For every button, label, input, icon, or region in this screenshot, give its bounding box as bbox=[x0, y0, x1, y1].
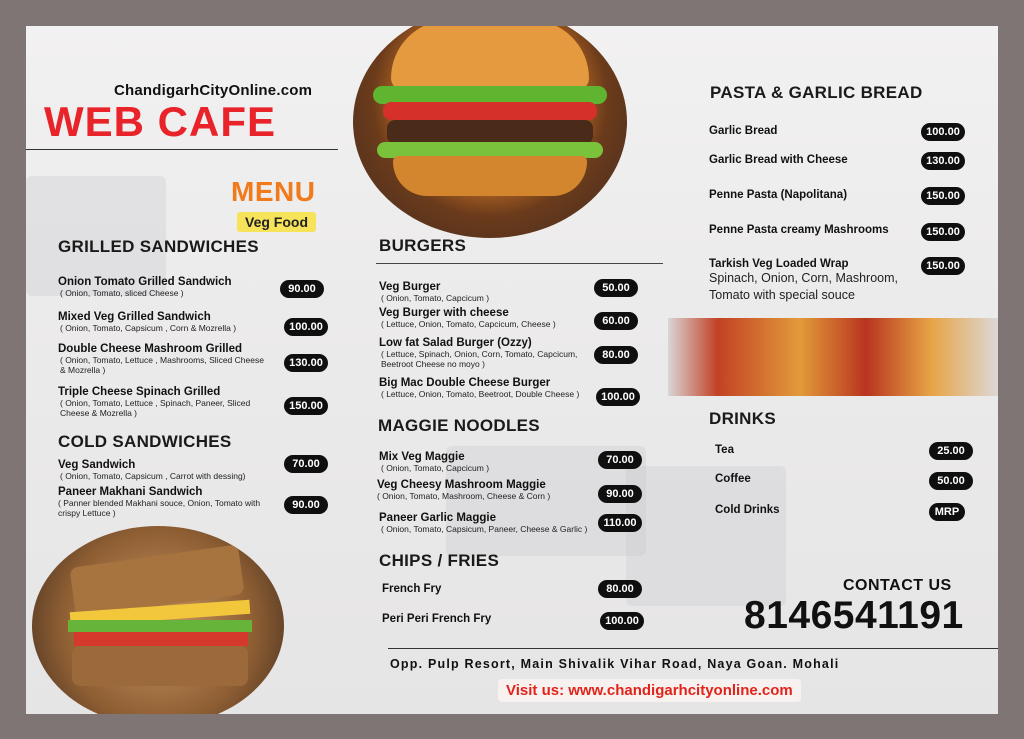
item-desc: ( Onion, Tomato, Capsicum, Paneer, Cheese & Garlic ) bbox=[381, 524, 588, 534]
item-name: Tea bbox=[715, 444, 734, 456]
menu-item bbox=[58, 276, 280, 298]
item-desc: ( Onion, Tomato, Lettuce , Mashrooms, Sliced Cheese & Mozrella ) bbox=[60, 355, 264, 375]
item-desc: ( Panner blended Makhani souce, Onion, Tomato with crispy Lettuce ) bbox=[58, 498, 261, 518]
burgers-divider bbox=[376, 263, 663, 264]
brand-title: WEB CAFE bbox=[44, 98, 276, 145]
price-badge: 130.00 bbox=[284, 354, 328, 372]
item-desc: ( Onion, Tomato, Lettuce , Spinach, Paneer, Sliced Cheese & Mozrella ) bbox=[60, 398, 251, 418]
item-name: Veg Cheesy Mashroom Maggie bbox=[377, 479, 546, 491]
footer-divider bbox=[388, 648, 998, 649]
section-title-maggie: MAGGIE NOODLES bbox=[378, 416, 540, 435]
menu-item bbox=[379, 451, 589, 473]
menu-item bbox=[58, 311, 280, 333]
item-name: Triple Cheese Spinach Grilled bbox=[58, 386, 221, 398]
item-name: Mixed Veg Grilled Sandwich bbox=[58, 311, 211, 323]
veg-food-badge: Veg Food bbox=[237, 212, 316, 232]
menu-item bbox=[377, 479, 591, 501]
section-title-grilled: GRILLED SANDWICHES bbox=[58, 237, 259, 256]
price-badge: 100.00 bbox=[921, 123, 965, 141]
menu-item bbox=[58, 343, 270, 375]
menu-title: MENU bbox=[231, 176, 316, 207]
item-name: Garlic Bread with Cheese bbox=[709, 154, 848, 166]
item-desc: ( Lettuce, Onion, Tomato, Capcicum, Cheese ) bbox=[381, 319, 556, 329]
menu-item bbox=[709, 258, 919, 304]
section-title-cold: COLD SANDWICHES bbox=[58, 432, 232, 451]
price-badge: 90.00 bbox=[280, 280, 324, 298]
price-badge: 150.00 bbox=[921, 187, 965, 205]
item-name: Penne Pasta creamy Mashrooms bbox=[709, 224, 889, 236]
sandwich-photo bbox=[32, 526, 284, 714]
section-title-pasta: PASTA & GARLIC BREAD bbox=[710, 83, 923, 102]
item-name: Tarkish Veg Loaded Wrap bbox=[709, 258, 849, 270]
item-desc: ( Lettuce, Spinach, Onion, Corn, Tomato, Capcicum, Beetroot Cheese no moyo ) bbox=[381, 349, 578, 369]
item-name: Paneer Garlic Maggie bbox=[379, 512, 496, 524]
price-badge: 130.00 bbox=[921, 152, 965, 170]
menu-item bbox=[379, 337, 589, 369]
item-desc: ( Onion, Tomato, Capcicum ) bbox=[381, 463, 490, 473]
price-badge: 110.00 bbox=[598, 514, 642, 532]
price-badge: 25.00 bbox=[929, 442, 973, 460]
price-badge: 150.00 bbox=[921, 223, 965, 241]
item-desc: ( Onion, Tomato, Capcicum ) bbox=[381, 293, 490, 303]
burger-photo bbox=[353, 26, 627, 238]
item-name: Cold Drinks bbox=[715, 504, 780, 516]
phone-number: 8146541191 bbox=[744, 594, 964, 637]
price-badge: 100.00 bbox=[284, 318, 328, 336]
price-badge: 90.00 bbox=[284, 496, 328, 514]
price-badge: 50.00 bbox=[929, 472, 973, 490]
item-desc: ( Lettuce, Onion, Tomato, Beetroot, Double Cheese ) bbox=[381, 389, 580, 399]
menu-item bbox=[379, 377, 589, 399]
item-desc: ( Onion, Tomato, Capsicum , Carrot with dessing) bbox=[60, 471, 246, 481]
menu-item bbox=[379, 281, 589, 303]
price-badge: MRP bbox=[929, 503, 965, 521]
item-name: Paneer Makhani Sandwich bbox=[58, 486, 203, 498]
item-desc: ( Onion, Tomato, sliced Cheese ) bbox=[60, 288, 184, 298]
item-name: Veg Burger bbox=[379, 281, 441, 293]
contact-title: CONTACT US bbox=[843, 577, 952, 594]
menu-item bbox=[58, 386, 270, 418]
price-badge: 100.00 bbox=[596, 388, 640, 406]
item-name: Veg Burger with cheese bbox=[379, 307, 509, 319]
item-desc: Spinach, Onion, Corn, Mashroom, Tomato with special souce bbox=[709, 271, 898, 302]
site-name: ChandigarhCityOnline.com bbox=[114, 82, 313, 99]
price-badge: 100.00 bbox=[600, 612, 644, 630]
address: Opp. Pulp Resort, Main Shivalik Vihar Road, Naya Goan. Mohali bbox=[390, 657, 840, 671]
item-name: Garlic Bread bbox=[709, 125, 778, 137]
price-badge: 80.00 bbox=[598, 580, 642, 598]
pasta-photo bbox=[668, 318, 998, 396]
price-badge: 80.00 bbox=[594, 346, 638, 364]
price-badge: 90.00 bbox=[598, 485, 642, 503]
item-name: Big Mac Double Cheese Burger bbox=[379, 377, 551, 389]
menu-item bbox=[379, 512, 589, 534]
section-title-burgers: BURGERS bbox=[379, 236, 467, 255]
visit-link[interactable]: Visit us: www.chandigarhcityonline.com bbox=[498, 679, 801, 702]
price-badge: 150.00 bbox=[921, 257, 965, 275]
menu-item bbox=[379, 307, 589, 329]
item-name: Onion Tomato Grilled Sandwich bbox=[58, 276, 232, 288]
item-name: Veg Sandwich bbox=[58, 459, 136, 471]
item-desc: ( Onion, Tomato, Mashroom, Cheese & Corn ) bbox=[377, 491, 551, 501]
item-name: Low fat Salad Burger (Ozzy) bbox=[379, 337, 532, 349]
price-badge: 50.00 bbox=[594, 279, 638, 297]
menu-sheet bbox=[26, 26, 998, 714]
section-title-drinks: DRINKS bbox=[709, 409, 776, 428]
item-name: French Fry bbox=[382, 583, 442, 595]
section-title-chips: CHIPS / FRIES bbox=[379, 551, 500, 570]
price-badge: 60.00 bbox=[594, 312, 638, 330]
item-name: Penne Pasta (Napolitana) bbox=[709, 189, 848, 201]
background-shape bbox=[626, 466, 786, 606]
item-name: Peri Peri French Fry bbox=[382, 613, 492, 625]
item-name: Double Cheese Mashroom Grilled bbox=[58, 343, 243, 355]
brand-divider bbox=[26, 149, 338, 150]
item-desc: ( Onion, Tomato, Capsicum , Corn & Mozrella ) bbox=[60, 323, 237, 333]
item-name: Coffee bbox=[715, 473, 751, 485]
price-badge: 70.00 bbox=[598, 451, 642, 469]
item-name: Mix Veg Maggie bbox=[379, 451, 465, 463]
price-badge: 150.00 bbox=[284, 397, 328, 415]
price-badge: 70.00 bbox=[284, 455, 328, 473]
menu-item bbox=[58, 459, 284, 481]
menu-item bbox=[58, 486, 282, 518]
